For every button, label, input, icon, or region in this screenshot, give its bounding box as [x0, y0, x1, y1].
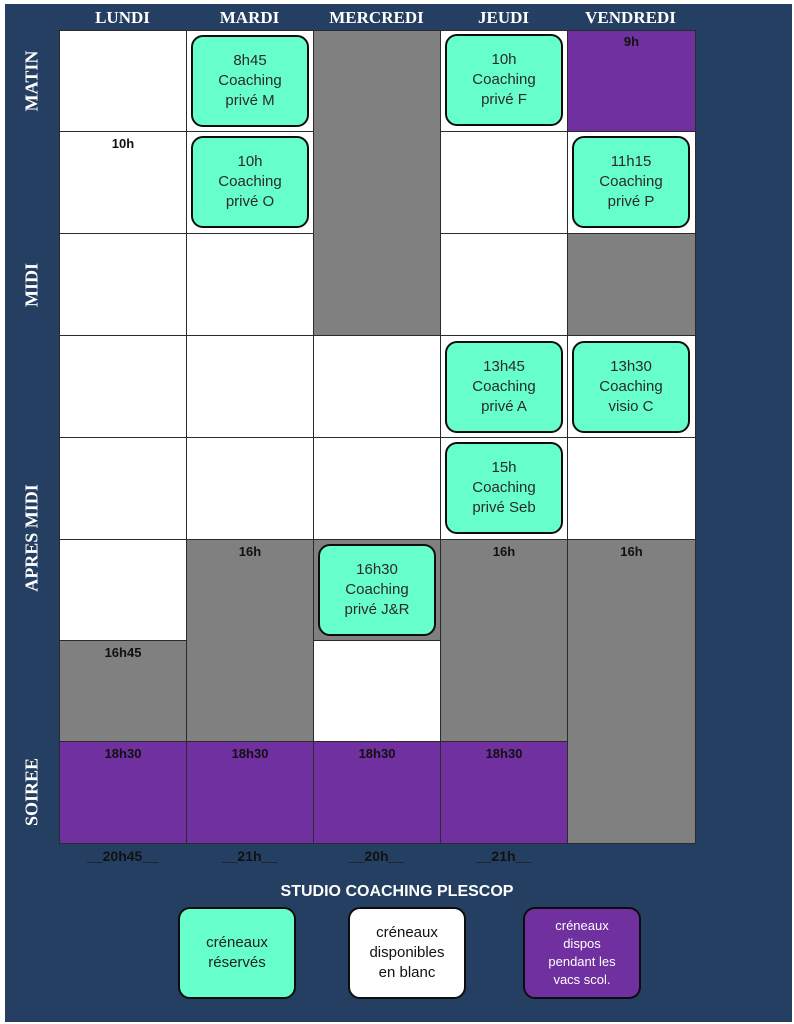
period-label-midi: MIDI [21, 262, 42, 307]
slot-mardi-soiree [186, 741, 314, 844]
slot-lundi-midi [59, 233, 187, 336]
time-label: 18h30 [104, 746, 142, 761]
time-label: 18h30 [485, 746, 523, 761]
event-title: Coaching [218, 173, 282, 190]
event-client: privé P [607, 193, 655, 210]
end-time-mercredi: __20h__ [348, 848, 405, 864]
event-time: 8h45 [233, 52, 267, 69]
legend-reserved [178, 907, 296, 999]
slot-lundi-apm-4 [59, 640, 187, 742]
legend-text: créneaux [555, 918, 609, 933]
event-vendredi-13h30[interactable] [572, 341, 690, 433]
slot-mardi-apm-3 [186, 539, 314, 742]
event-time: 10h [491, 51, 517, 68]
event-mardi-8h45[interactable] [191, 35, 309, 127]
time-label: 16h [492, 544, 516, 559]
legend-text: en blanc [378, 964, 436, 981]
slot-mercredi-matin-midi [313, 30, 441, 336]
event-time: 16h30 [356, 561, 398, 578]
event-jeudi-13h45[interactable] [445, 341, 563, 433]
event-mercredi-16h30[interactable] [318, 544, 436, 636]
slot-mercredi-soiree [313, 741, 441, 844]
slot-jeudi-apm-3 [440, 539, 568, 742]
event-client: privé O [225, 193, 275, 210]
legend-available [348, 907, 466, 999]
event-mardi-10h[interactable] [191, 136, 309, 228]
slot-lundi-apm-1 [59, 335, 187, 438]
legend-text: disponibles [369, 944, 445, 961]
slot-lundi-matin-1 [59, 30, 187, 132]
end-time-mardi: __21h__ [221, 848, 278, 864]
period-label-soiree: SOIREE [21, 757, 42, 827]
event-client: privé A [481, 398, 527, 415]
time-label: 16h [238, 544, 262, 559]
event-title: Coaching [599, 173, 663, 190]
event-time: 15h [491, 459, 517, 476]
event-title: Coaching [599, 378, 663, 395]
time-label: 16h45 [104, 645, 142, 660]
day-header-vendredi: VENDREDI [585, 8, 676, 27]
period-label-apres-midi: APRES MIDI [21, 484, 42, 592]
event-client: privé Seb [472, 499, 536, 516]
slot-lundi-soiree [59, 741, 187, 844]
day-header-mardi: MARDI [219, 8, 280, 27]
time-label: 16h [620, 544, 643, 559]
event-title: Coaching [472, 479, 536, 496]
slot-vendredi-apm-soiree [567, 539, 696, 844]
slot-mercredi-apm-4 [313, 640, 441, 742]
event-client: privé M [225, 92, 275, 109]
end-time-lundi: __20h45__ [87, 848, 158, 864]
day-header-mercredi: MERCREDI [329, 8, 424, 27]
event-client: privé F [481, 91, 527, 108]
slot-lundi-apm-3 [59, 539, 187, 641]
studio-title: STUDIO COACHING PLESCOP [280, 883, 514, 900]
legend-holidays [523, 907, 641, 999]
event-time: 10h [237, 153, 263, 170]
slot-jeudi-soiree [440, 741, 568, 844]
event-time: 13h30 [610, 358, 652, 375]
day-header-lundi: LUNDI [95, 8, 150, 27]
event-title: Coaching [218, 72, 282, 89]
day-header-jeudi: JEUDI [477, 8, 529, 27]
event-time: 13h45 [483, 358, 525, 375]
time-label: 18h30 [358, 746, 396, 761]
slot-mercredi-apm-2 [313, 437, 441, 540]
legend-text: créneaux [376, 924, 438, 941]
time-label: 10h [111, 136, 135, 151]
slot-jeudi-matin-2 [440, 131, 568, 234]
slot-lundi-apm-2 [59, 437, 187, 540]
legend-text: réservés [208, 954, 266, 971]
slot-mardi-midi [186, 233, 314, 336]
slot-vendredi-matin-1 [567, 30, 696, 132]
slot-jeudi-midi [440, 233, 568, 336]
legend-text: pendant les [548, 954, 616, 969]
slot-vendredi-midi [567, 233, 696, 336]
event-jeudi-10h[interactable] [445, 34, 563, 126]
time-label: 9h [623, 34, 640, 49]
event-client: privé J&R [344, 601, 410, 618]
event-title: Coaching [472, 71, 536, 88]
time-label: 18h30 [231, 746, 269, 761]
event-client: visio C [608, 398, 654, 415]
legend-text: créneaux [206, 934, 268, 951]
slot-mardi-apm-2 [186, 437, 314, 540]
slot-vendredi-apm-2 [567, 437, 696, 540]
event-jeudi-15h[interactable] [445, 442, 563, 534]
event-time: 11h15 [610, 153, 652, 170]
period-label-matin: MATIN [21, 50, 42, 111]
event-title: Coaching [472, 378, 536, 395]
legend-text: dispos [563, 936, 601, 951]
event-vendredi-11h15[interactable] [572, 136, 690, 228]
legend-text: vacs scol. [553, 972, 611, 987]
slot-mardi-apm-1 [186, 335, 314, 438]
end-time-jeudi: __21h__ [475, 848, 532, 864]
slot-lundi-matin-2 [59, 131, 187, 234]
event-title: Coaching [345, 581, 409, 598]
slot-mercredi-apm-1 [313, 335, 441, 438]
